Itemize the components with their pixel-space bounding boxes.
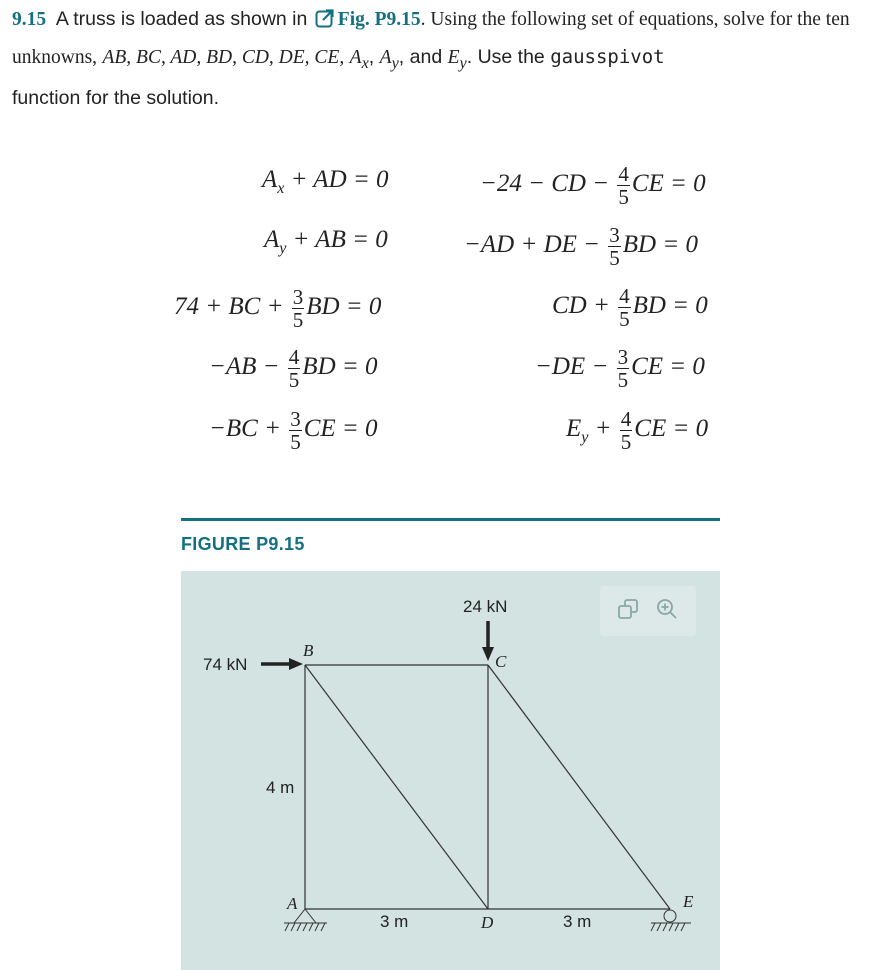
function-name: gausspivot <box>550 46 665 68</box>
figure-link[interactable]: Fig. P9.15 <box>337 9 421 30</box>
equation-left-3: 74 + BC + $\frac{3}{5}$ BD = 0 <box>174 285 382 332</box>
equation-right-3: CD + $\frac{4}{5}$ BD = 0 <box>552 284 708 331</box>
expand-icon[interactable] <box>617 598 639 625</box>
member-ce <box>488 665 670 909</box>
label-load-24kn: 24 kN <box>463 597 508 616</box>
figure-title: FIGURE P9.15 <box>181 534 305 554</box>
problem-statement: 9.15 A truss is loaded as shown in Fig. P9.15. Using the following set of equations, solve for the ten unknowns, AB, BC, AD, BD, CD, DE, CE, $A_x$, $A_y$, and $E_y$. Use the gausspivot function for the solution. <box>12 2 887 116</box>
roller-support-e <box>651 910 691 931</box>
equation-right-2: −AD + DE − $\frac{3}{5}$ BD = 0 <box>464 223 698 270</box>
equation-right-4: −DE − $\frac{3}{5}$ CE = 0 <box>535 345 705 392</box>
problem-text-main: . Using the following set of equations, solve for the ten unknowns, <box>12 9 850 68</box>
unknown-ey: $E_y$ <box>447 47 467 72</box>
use-the-text: . Use the <box>466 46 545 68</box>
problem-text-intro: A truss is loaded as shown in <box>55 8 308 30</box>
label-node-d: D <box>481 913 494 932</box>
load-arrow-74kn <box>261 658 303 670</box>
label-dim-left-span: 3 m <box>380 912 409 931</box>
label-dim-right-span: 3 m <box>563 912 592 931</box>
equation-right-5: $E_y$ + $\frac{4}{5}$ CE = 0 <box>566 407 709 454</box>
equation-left-5: −BC + $\frac{3}{5}$ CE = 0 <box>209 407 378 454</box>
function-tail: function for the solution. <box>12 86 220 109</box>
and-word: and <box>409 46 443 68</box>
problem-number: 9.15 <box>12 9 47 30</box>
label-dim-height: 4 m <box>266 778 295 797</box>
label-node-c: C <box>495 652 507 671</box>
label-node-b: B <box>303 641 314 660</box>
unknown-ax: $A_x$ <box>349 47 369 72</box>
figure-divider <box>181 518 720 521</box>
equation-right-1: −24 − CD − $\frac{4}{5}$ CE = 0 <box>480 162 706 209</box>
equation-left-2: $A_y$ + AB = 0 <box>264 226 388 257</box>
label-node-e: E <box>683 892 694 911</box>
label-node-a: A <box>287 894 298 913</box>
label-load-74kn: 74 kN <box>203 655 248 674</box>
unknown-ay: $A_y$ <box>379 47 399 72</box>
equation-left-4: −AB − $\frac{4}{5}$ BD = 0 <box>209 345 378 392</box>
unknowns-list: AB, BC, AD, BD, CD, DE, CE, <box>102 47 345 68</box>
external-link-icon[interactable] <box>315 5 335 40</box>
member-bd <box>305 665 488 909</box>
equation-left-1: $A_x$ + AD = 0 <box>262 166 389 197</box>
zoom-in-icon[interactable] <box>656 598 678 625</box>
load-arrow-24kn <box>482 621 494 661</box>
figure-toolbar <box>600 586 696 636</box>
